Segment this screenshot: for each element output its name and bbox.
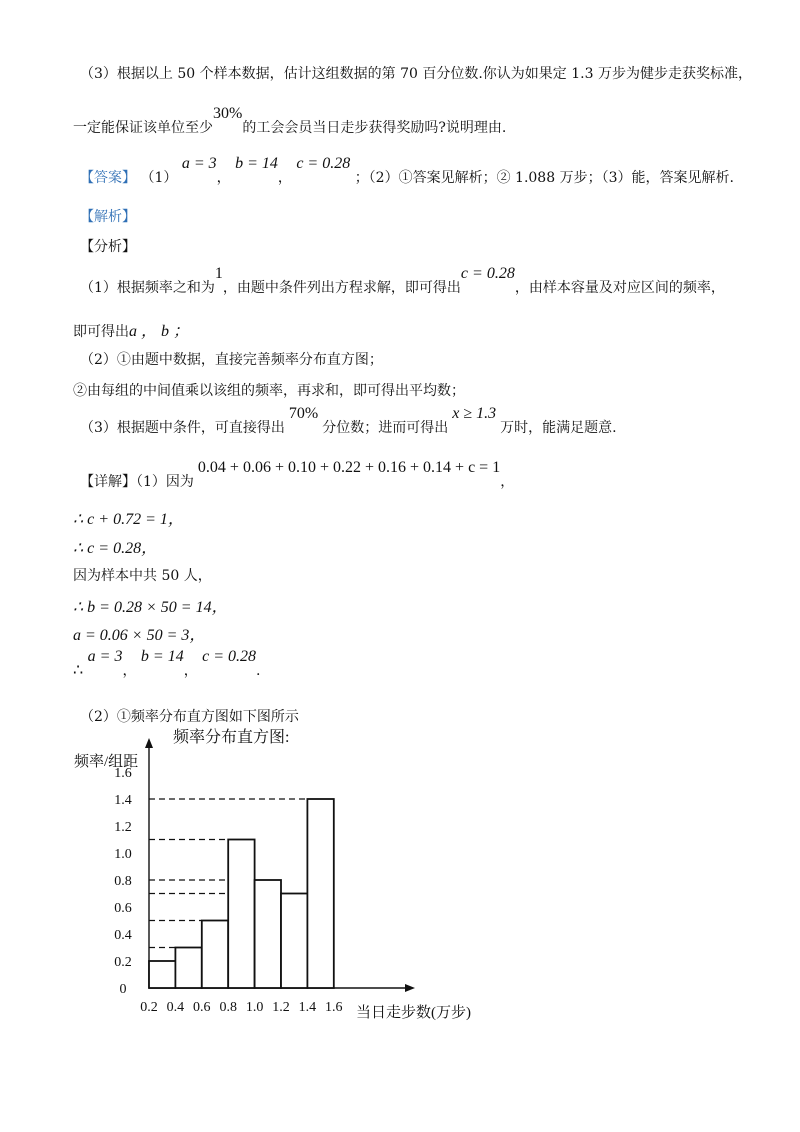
y-axis-arrow [145, 738, 153, 748]
analysis-l5-b: 分位数；进而可得出 [322, 420, 449, 436]
analysis-l5-x: x ≥ 1.3 [452, 405, 497, 422]
q3-line2 [73, 105, 507, 137]
analysis-line3: （2）①由题中数据，直接完善频率分布直方图； [80, 352, 383, 368]
detail-eq1-end: ， [500, 474, 515, 490]
answer-c: c = 0.28 [296, 155, 351, 172]
histogram-bar [202, 921, 228, 989]
detail-s2: ∴ c = 0.28， [73, 540, 158, 557]
analysis-l2-ab: a ， b ； [129, 323, 190, 340]
y-tick-label: 0.4 [114, 928, 132, 943]
answer-p1: （1） [140, 170, 178, 186]
detail-s6-sep2: ， [183, 663, 198, 679]
detail-eq1: 0.04 + 0.06 + 0.10 + 0.22 + 0.16 + 0.14 + c = 1 [197, 459, 501, 476]
analysis-tag: 【解析】 [80, 209, 136, 225]
analysis-l1-d: ，由样本容量及对应区间的频率， [514, 280, 725, 296]
y-axis-label: 频率/组距 [74, 754, 139, 770]
answer-rest: ；（2）①答案见解析；② 1.088 万步；（3）能，答案见解析. [354, 170, 734, 186]
detail-s6-end: . [256, 663, 261, 679]
detail-line1 [80, 459, 515, 491]
analysis-fenxi: 【分析】 [80, 239, 136, 255]
analysis-line4: ②由每组的中间值乘以该组的频率，再求和，即可得出平均数； [73, 383, 465, 399]
histogram-bar [175, 948, 201, 989]
answer-b: b = 14 [235, 155, 278, 172]
frequency-histogram [60, 724, 500, 1024]
histogram-bar [228, 840, 254, 989]
x-tick-label: 0.8 [219, 1000, 237, 1015]
x-tick-label: 1.2 [272, 1000, 290, 1015]
x-tick-label: 0.4 [166, 1000, 185, 1015]
analysis-l5-a: （3）根据题中条件，可直接得出 [80, 420, 285, 436]
histogram-bar [255, 880, 281, 988]
analysis-l1-b: ，由题中条件列出方程求解，即可得出 [222, 280, 461, 296]
detail-s6-sep1: ， [122, 663, 137, 679]
y-tick-label: 0 [119, 982, 127, 997]
detail-p1: （1）因为 [136, 474, 194, 490]
x-tick-label: 0.2 [140, 1000, 158, 1015]
analysis-line1 [80, 265, 725, 297]
y-tick-label: 0.2 [114, 955, 132, 970]
detail-p2: （2）①频率分布直方图如下图所示 [80, 709, 299, 725]
detail-s1: ∴ c + 0.72 = 1， [73, 511, 184, 528]
answer-sep1: ， [216, 170, 231, 186]
q3-line2-b: 的工会会员当日走步获得奖励吗?说明理由. [242, 120, 507, 136]
histogram-bar [149, 961, 175, 988]
q3-line1: （3）根据以上 50 个样本数据，估计这组数据的第 70 百分位数.你认为如果定 1.3 万步为健步走获奖标准， [80, 66, 752, 82]
answer-sep2: ， [277, 170, 292, 186]
detail-s6-c: c = 0.28 [202, 648, 257, 665]
analysis-l2-a: 即可得出 [73, 324, 129, 340]
y-tick-label: 0.8 [114, 874, 132, 889]
answer-tag: 【答案】 [80, 170, 136, 186]
analysis-l5-c: 万时，能满足题意. [500, 420, 617, 436]
histogram-bar [281, 894, 307, 989]
detail-s6 [73, 648, 261, 680]
y-tick-label: 1.4 [114, 793, 132, 808]
detail-s6-a: a = 3 [87, 648, 123, 665]
analysis-line2 [73, 318, 189, 341]
x-tick-label: 1.4 [298, 1000, 317, 1015]
analysis-l1-c: c = 0.28 [460, 265, 515, 282]
answer-a: a = 3 [181, 155, 217, 172]
detail-s6-b: b = 14 [140, 648, 184, 665]
x-axis-arrow [405, 984, 415, 992]
detail-tag: 【详解】 [80, 474, 136, 490]
q3-line2-a: 一定能保证该单位至少 [73, 120, 213, 136]
detail-s5: a = 0.06 × 50 = 3， [73, 627, 206, 644]
y-tick-label: 1.2 [114, 820, 132, 835]
analysis-l5-pct: 70% [288, 405, 319, 422]
x-tick-label: 1.0 [245, 1000, 264, 1015]
detail-s3: 因为样本中共 50 人， [73, 568, 212, 584]
analysis-l1-one: 1 [214, 265, 223, 282]
chart-title: 频率分布直方图: [173, 729, 290, 746]
x-tick-label: 1.6 [325, 1000, 343, 1015]
x-tick-label: 0.6 [193, 1000, 211, 1015]
y-tick-label: 1.6 [114, 766, 132, 781]
answer-line [80, 155, 734, 187]
analysis-l1-a: （1）根据频率之和为 [80, 280, 215, 296]
q3-pct: 30% [213, 105, 243, 122]
y-tick-label: 1.0 [114, 847, 132, 862]
analysis-line5 [80, 405, 617, 437]
histogram-bar [307, 799, 333, 988]
detail-s6-therefore: ∴ [73, 662, 84, 679]
detail-s4: ∴ b = 0.28 × 50 = 14， [73, 599, 228, 616]
y-tick-label: 0.6 [114, 901, 132, 916]
x-axis-label: 当日走步数(万步) [356, 1005, 471, 1021]
